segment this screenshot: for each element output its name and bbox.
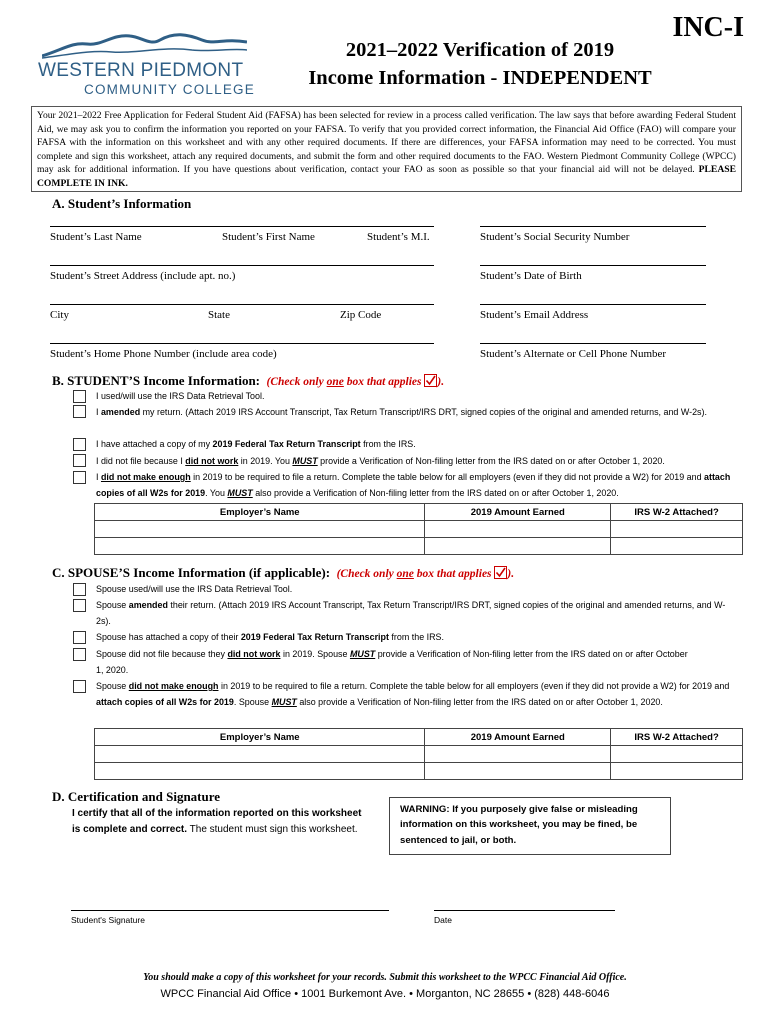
c-col-w2: IRS W-2 Attached? bbox=[611, 729, 743, 746]
table-cell[interactable] bbox=[425, 746, 611, 763]
footer-note: You should make a copy of this worksheet for your records. Submit this worksheet to the WPCC Financial Aid Office. bbox=[143, 972, 627, 983]
instr-end: ). bbox=[507, 568, 515, 580]
c-opt4-c: in 2019. Spouse bbox=[280, 649, 350, 660]
date-label: Date bbox=[434, 915, 452, 925]
c-opt5-d: attach copies of all W2s for 2019 bbox=[96, 696, 234, 708]
c-opt5-a: Spouse bbox=[96, 681, 129, 692]
intro-text: Your 2021–2022 Free Application for Federal Student Aid (FAFSA) has been selected for review in a process called verification. The law says that before awarding Federal Student Aid, we may ask you to confirm the information you reported on your FAFSA. To verify that you provided correct information, the Financial Aid Office (FAO) will compare your FAFSA with the information on this worksheet and with any other required documents. If there are differences, your FAFSA information may need to be corrected. You must complete and sign this worksheet, attach any required documents, and submit the form and other required documents to the FAO. Western Piedmont Community College (WPCC) may ask for additional information. If you have questions about verification, contact your FAO as soon as possible so that your financial aid will not be delayed. bbox=[37, 110, 736, 176]
b-col-w2: IRS W-2 Attached? bbox=[611, 504, 743, 521]
b-opt4-b: did not work bbox=[185, 456, 239, 467]
b-opt5-d: attach copies of all W2s for 2019 bbox=[96, 472, 731, 499]
name-input-line[interactable] bbox=[50, 226, 434, 227]
cell-phone-input-line[interactable] bbox=[480, 343, 706, 344]
section-b-heading bbox=[52, 373, 444, 389]
c-opt5-c: in 2019 to be required to file a return. Complete the table below for all employers (even if they did not provide a W2) for 2019 and bbox=[218, 681, 730, 692]
b-opt1-text: I used/will use the IRS Data Retrieval Tool. bbox=[96, 391, 265, 402]
b-opt3-b: 2019 Federal Tax Return Transcript bbox=[212, 439, 361, 450]
section-c-rest: Income Information (if applicable): bbox=[130, 565, 331, 580]
table-cell[interactable] bbox=[425, 763, 611, 780]
b-opt5-a: I bbox=[96, 472, 101, 483]
b-opt4-text bbox=[96, 454, 738, 470]
c-opt3-b: 2019 Federal Tax Return Transcript bbox=[240, 632, 389, 643]
ssn-label: Student’s Social Security Number bbox=[480, 231, 630, 243]
b-opt2-text bbox=[96, 405, 740, 421]
c-opt2-a: Spouse bbox=[96, 600, 129, 611]
b-opt5-e: . You bbox=[205, 487, 228, 499]
address-input-line[interactable] bbox=[50, 265, 434, 266]
logo-name-line2: COMMUNITY COLLEGE bbox=[84, 82, 255, 97]
last-name-label: Student’s Last Name bbox=[50, 231, 142, 243]
b-opt5-text bbox=[96, 470, 740, 501]
table-cell[interactable] bbox=[95, 763, 425, 780]
c-opt4-text bbox=[96, 647, 691, 678]
b-opt3-text bbox=[96, 437, 738, 453]
b-opt2-b: amended bbox=[100, 407, 141, 418]
c-opt1-checkbox[interactable] bbox=[73, 583, 86, 596]
c-opt4-b: did not work bbox=[227, 649, 281, 660]
city-state-zip-input-line[interactable] bbox=[50, 304, 434, 305]
zip-label: Zip Code bbox=[340, 309, 382, 321]
section-b-rest: Income Information: bbox=[140, 373, 261, 388]
b-opt4-e: provide a Verification of Non-filing letter from the IRS dated on or after October 1, 2020. bbox=[317, 456, 665, 467]
email-label: Student’s Email Address bbox=[480, 309, 589, 321]
mi-label: Student’s M.I. bbox=[367, 231, 430, 243]
signature-label: Student's Signature bbox=[71, 915, 145, 925]
table-row bbox=[95, 763, 743, 780]
first-name-label: Student’s First Name bbox=[222, 231, 315, 243]
city-label: City bbox=[50, 309, 69, 321]
c-opt3-text bbox=[96, 630, 738, 646]
page-title bbox=[270, 36, 690, 92]
home-phone-input-line[interactable] bbox=[50, 343, 434, 344]
instr-one: one bbox=[396, 568, 414, 580]
b-opt4-checkbox[interactable] bbox=[73, 454, 86, 467]
c-opt4-d: MUST bbox=[349, 649, 376, 660]
b-opt2-a: I bbox=[96, 407, 101, 418]
c-opt4-checkbox[interactable] bbox=[73, 648, 86, 661]
intro-emphasis: PLEASE COMPLETE IN INK. bbox=[37, 164, 736, 189]
b-opt5-g: also provide a Verification of Non-filing letter from the IRS dated on or after October 1, 2020. bbox=[252, 487, 619, 499]
mountain-logo-icon bbox=[42, 28, 247, 62]
warning-box: WARNING: If you purposely give false or misleading information on this worksheet, you may be fined, be sentenced to jail, or both. bbox=[389, 797, 671, 855]
c-opt4-e: provide a Verification of Non-filing letter from the IRS dated on or after October 1, 2020. bbox=[96, 649, 688, 676]
table-cell[interactable] bbox=[425, 538, 611, 555]
section-c-prefix: C. bbox=[52, 565, 68, 580]
b-employer-table bbox=[94, 503, 743, 555]
b-col-employer: Employer’s Name bbox=[95, 504, 425, 521]
section-b-instruction bbox=[267, 376, 445, 388]
table-row bbox=[95, 746, 743, 763]
section-c-heading bbox=[52, 565, 514, 581]
b-opt3-c: from the IRS. bbox=[360, 439, 416, 450]
instr-one: one bbox=[326, 376, 344, 388]
section-c-instruction bbox=[337, 568, 515, 580]
b-opt3-a: I have attached a copy of my bbox=[96, 439, 213, 450]
c-opt5-f: MUST bbox=[271, 696, 297, 708]
b-opt2-checkbox[interactable] bbox=[73, 405, 86, 418]
instr-end: ). bbox=[437, 376, 445, 388]
table-cell[interactable] bbox=[611, 746, 743, 763]
b-opt5-checkbox[interactable] bbox=[73, 471, 86, 484]
certification-text bbox=[72, 806, 362, 837]
instr-post: box that applies bbox=[413, 568, 492, 580]
footer-address: WPCC Financial Aid Office • 1001 Burkemont Ave. • Morganton, NC 28655 • (828) 448-6046 bbox=[160, 988, 610, 1000]
form-code: INC-I bbox=[672, 12, 744, 43]
checkbox-checked-icon bbox=[494, 566, 507, 579]
instr-pre: (Check only bbox=[266, 376, 327, 388]
section-a-heading: A. Student’s Information bbox=[52, 196, 192, 211]
b-opt2-c: my return. (Attach 2019 IRS Account Transcript, Tax Return Transcript/IRS DRT, signed copies of the original and amended returns, and W-2s). bbox=[140, 407, 707, 418]
cert-rest: The student must sign this worksheet. bbox=[187, 823, 358, 835]
table-row bbox=[95, 521, 743, 538]
section-d-heading: D. Certification and Signature bbox=[52, 789, 221, 804]
c-opt3-checkbox[interactable] bbox=[73, 631, 86, 644]
section-b-strong: STUDENT’S bbox=[67, 373, 141, 388]
address-label: Student’s Street Address (include apt. no.) bbox=[50, 270, 236, 282]
ssn-input-line[interactable] bbox=[480, 226, 706, 227]
b-opt3-checkbox[interactable] bbox=[73, 438, 86, 451]
table-cell[interactable] bbox=[425, 521, 611, 538]
title-line2: Income Information - INDEPENDENT bbox=[308, 67, 652, 89]
b-col-amount: 2019 Amount Earned bbox=[425, 504, 611, 521]
table-cell[interactable] bbox=[611, 763, 743, 780]
instr-post: box that applies bbox=[343, 376, 422, 388]
table-cell[interactable] bbox=[95, 538, 425, 555]
cert-bold: I certify that all of the information reported on this worksheet is complete and correct. bbox=[72, 808, 362, 835]
college-logo bbox=[34, 28, 254, 98]
c-opt5-e: . Spouse bbox=[233, 696, 272, 708]
signature-line[interactable] bbox=[71, 910, 389, 911]
section-b-prefix: B. bbox=[52, 373, 68, 388]
c-opt2-c: their return. (Attach 2019 IRS Account Transcript, Tax Return Transcript/IRS DRT, signed copies of the original and amended returns, and W-2s). bbox=[96, 600, 726, 627]
email-input-line[interactable] bbox=[480, 304, 706, 305]
table-cell[interactable] bbox=[611, 538, 743, 555]
table-cell[interactable] bbox=[611, 521, 743, 538]
c-opt4-a: Spouse did not file because they bbox=[96, 649, 228, 660]
state-label: State bbox=[208, 309, 230, 321]
c-opt5-g: also provide a Verification of Non-filing letter from the IRS dated on or after October 1, 2020. bbox=[296, 696, 663, 708]
c-opt5-checkbox[interactable] bbox=[73, 680, 86, 693]
c-col-employer: Employer’s Name bbox=[95, 729, 425, 746]
c-opt3-a: Spouse has attached a copy of their bbox=[96, 632, 241, 643]
table-cell[interactable] bbox=[95, 746, 425, 763]
dob-label: Student’s Date of Birth bbox=[480, 270, 582, 282]
b-opt5-b: did not make enough bbox=[100, 472, 191, 483]
c-opt5-text bbox=[96, 679, 740, 710]
section-c-strong: SPOUSE’S bbox=[67, 565, 131, 580]
cell-phone-label: Student’s Alternate or Cell Phone Number bbox=[480, 348, 667, 360]
c-col-amount: 2019 Amount Earned bbox=[425, 729, 611, 746]
c-opt2-b: amended bbox=[128, 600, 168, 611]
table-row bbox=[95, 538, 743, 555]
c-opt2-checkbox[interactable] bbox=[73, 599, 86, 612]
b-opt1-checkbox[interactable] bbox=[73, 390, 86, 403]
c-opt5-b: did not make enough bbox=[128, 681, 219, 692]
title-line1: 2021–2022 Verification of 2019 bbox=[345, 39, 615, 61]
table-cell[interactable] bbox=[95, 521, 425, 538]
logo-name-line1: WESTERN PIEDMONT bbox=[38, 60, 244, 81]
b-opt5-f: MUST bbox=[227, 487, 253, 499]
b-opt5-c: in 2019 to be required to file a return. Complete the table below for all employers (even if they did not provide a W2) for 2019 and bbox=[190, 472, 705, 483]
b-opt4-c: in 2019. You bbox=[238, 456, 293, 467]
c-opt1-text: Spouse used/will use the IRS Data Retrieval Tool. bbox=[96, 584, 293, 595]
c-opt3-c: from the IRS. bbox=[388, 632, 444, 643]
c-opt2-text bbox=[96, 598, 740, 629]
dob-input-line[interactable] bbox=[480, 265, 706, 266]
instr-pre: (Check only bbox=[336, 568, 397, 580]
b-opt4-d: MUST bbox=[292, 456, 318, 467]
intro-box bbox=[31, 106, 742, 192]
b-opt4-a: I did not file because I bbox=[96, 456, 186, 467]
checkbox-checked-icon bbox=[424, 374, 437, 387]
home-phone-label: Student’s Home Phone Number (include area code) bbox=[50, 348, 277, 360]
date-line[interactable] bbox=[434, 910, 615, 911]
c-employer-table bbox=[94, 728, 743, 780]
